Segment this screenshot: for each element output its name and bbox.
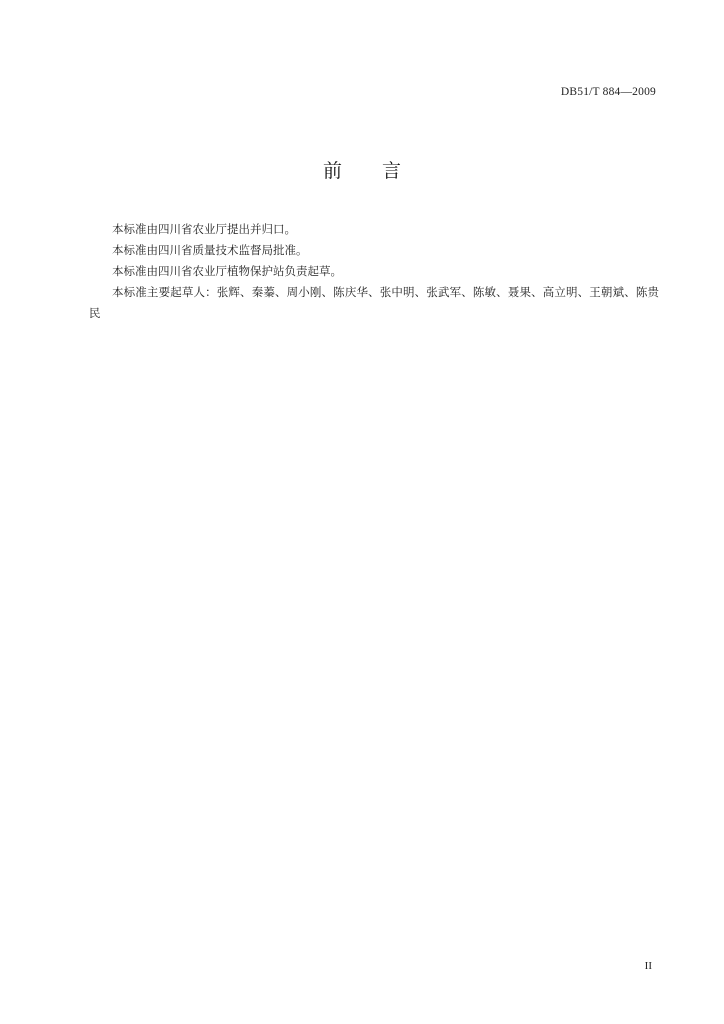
foreword-body [89,219,659,324]
page-number: II [644,960,652,972]
paragraph-drafters: 本标准主要起草人：张辉、秦蓁、周小刚、陈庆华、张中明、张武军、陈敏、聂果、高立明、王朝斌、陈贵民 [89,285,659,320]
title-char-1: 前 [322,160,342,182]
paragraph-proposer: 本标准由四川省农业厅提出并归口。 [112,222,296,236]
page-title [0,156,724,183]
title-char-2: 言 [382,160,402,182]
paragraph-drafting-unit: 本标准由四川省农业厅植物保护站负责起草。 [112,264,342,278]
paragraph-approver: 本标准由四川省质量技术监督局批准。 [112,243,308,257]
standard-code: DB51/T 884—2009 [560,86,656,98]
